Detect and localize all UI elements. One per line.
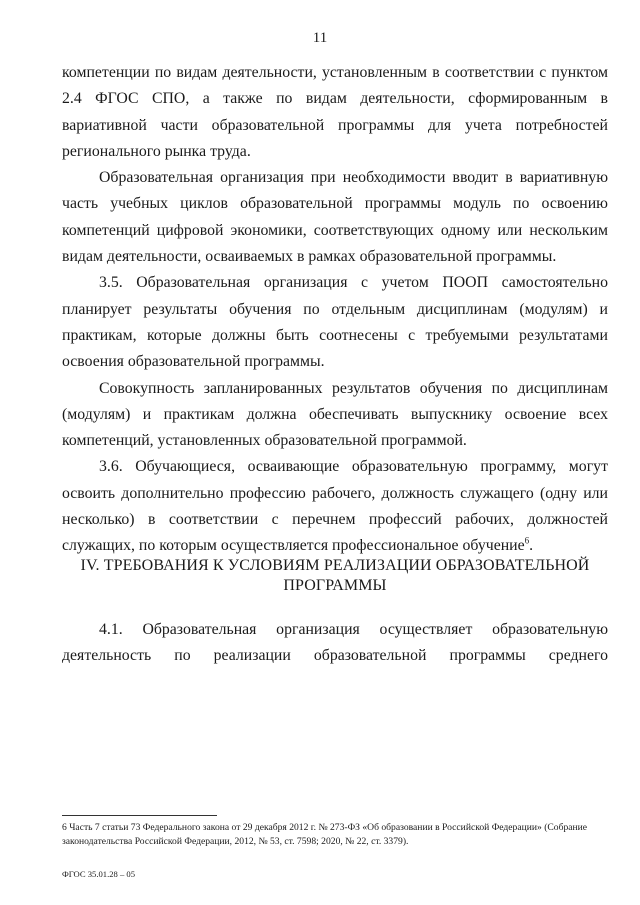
paragraph-3-6: 3.6. Обучающиеся, осваивающие образовательную программу, могут освоить дополнительно профессию рабочего, должность служащего (одну или несколько) в соответствии с перечнем профессий рабочих, должностей служащих, по которым осуществляется профессиональное обучение$^6$. [62,458,608,555]
document-code: ФГОС 35.01.28 – 05 [62,869,136,879]
footnote-reference: 6 [524,536,530,547]
footnote-divider [62,815,217,816]
section-text [62,617,608,670]
paragraph-3-6-text: 3.6. Обучающиеся, осваивающие образовательную программу, могут освоить дополнительно профессию рабочего, должность служащего (одну или несколько) в соответствии с перечнем профессий рабочих, должностей служащих, по которым осуществляется профессиональное обучение [62,458,608,555]
paragraph-digital-economy-module: Образовательная организация при необходимости вводит в вариативную часть учебных циклов образовательной программы модуль по освоению компетенций цифровой экономики, соответствующих одному или нескольким видам деятельности, осваиваемых в рамках образовательной программы. [62,169,608,266]
paragraph-planned-results: Совокупность запланированных результатов обучения по дисциплинам (модулям) и практикам должна обеспечивать выпускнику освоение всех компетенций, установленных образовательной программой. [62,379,608,450]
footnote-text: 6 Часть 7 статьи 73 Федерального закона от 29 декабря 2012 г. № 273-ФЗ «Об образовании в Российской Федерации» (Собрание законодательства Российской Федерации, 2012, № 53, ст. 7598; 2020, № 22, ст. 3379). [62,822,588,847]
paragraph-3-5: 3.5. Образовательная организация с учетом ПООП самостоятельно планирует результаты обучения по отдельным дисциплинам (модулям) и практикам, которые должны быть соотнесены с требуемыми результатами освоения образовательной программы. [62,274,608,371]
paragraph-4-1: 4.1. Образовательная организация осуществляет образовательную деятельность по реализации образовательной программы среднего [62,621,608,665]
page-number: 11 [312,30,328,46]
paragraph-competencies: компетенции по видам деятельности, установленным в соответствии с пунктом 2.4 ФГОС СПО, а также по видам деятельности, сформированным в вариативной части образовательной программы для учета потребностей регионального рынка труда. [62,64,608,160]
section-heading: IV. ТРЕБОВАНИЯ К УСЛОВИЯМ РЕАЛИЗАЦИИ ОБРАЗОВАТЕЛЬНОЙ ПРОГРАММЫ [80,557,590,594]
body-text [62,60,608,560]
footnote [62,821,618,849]
